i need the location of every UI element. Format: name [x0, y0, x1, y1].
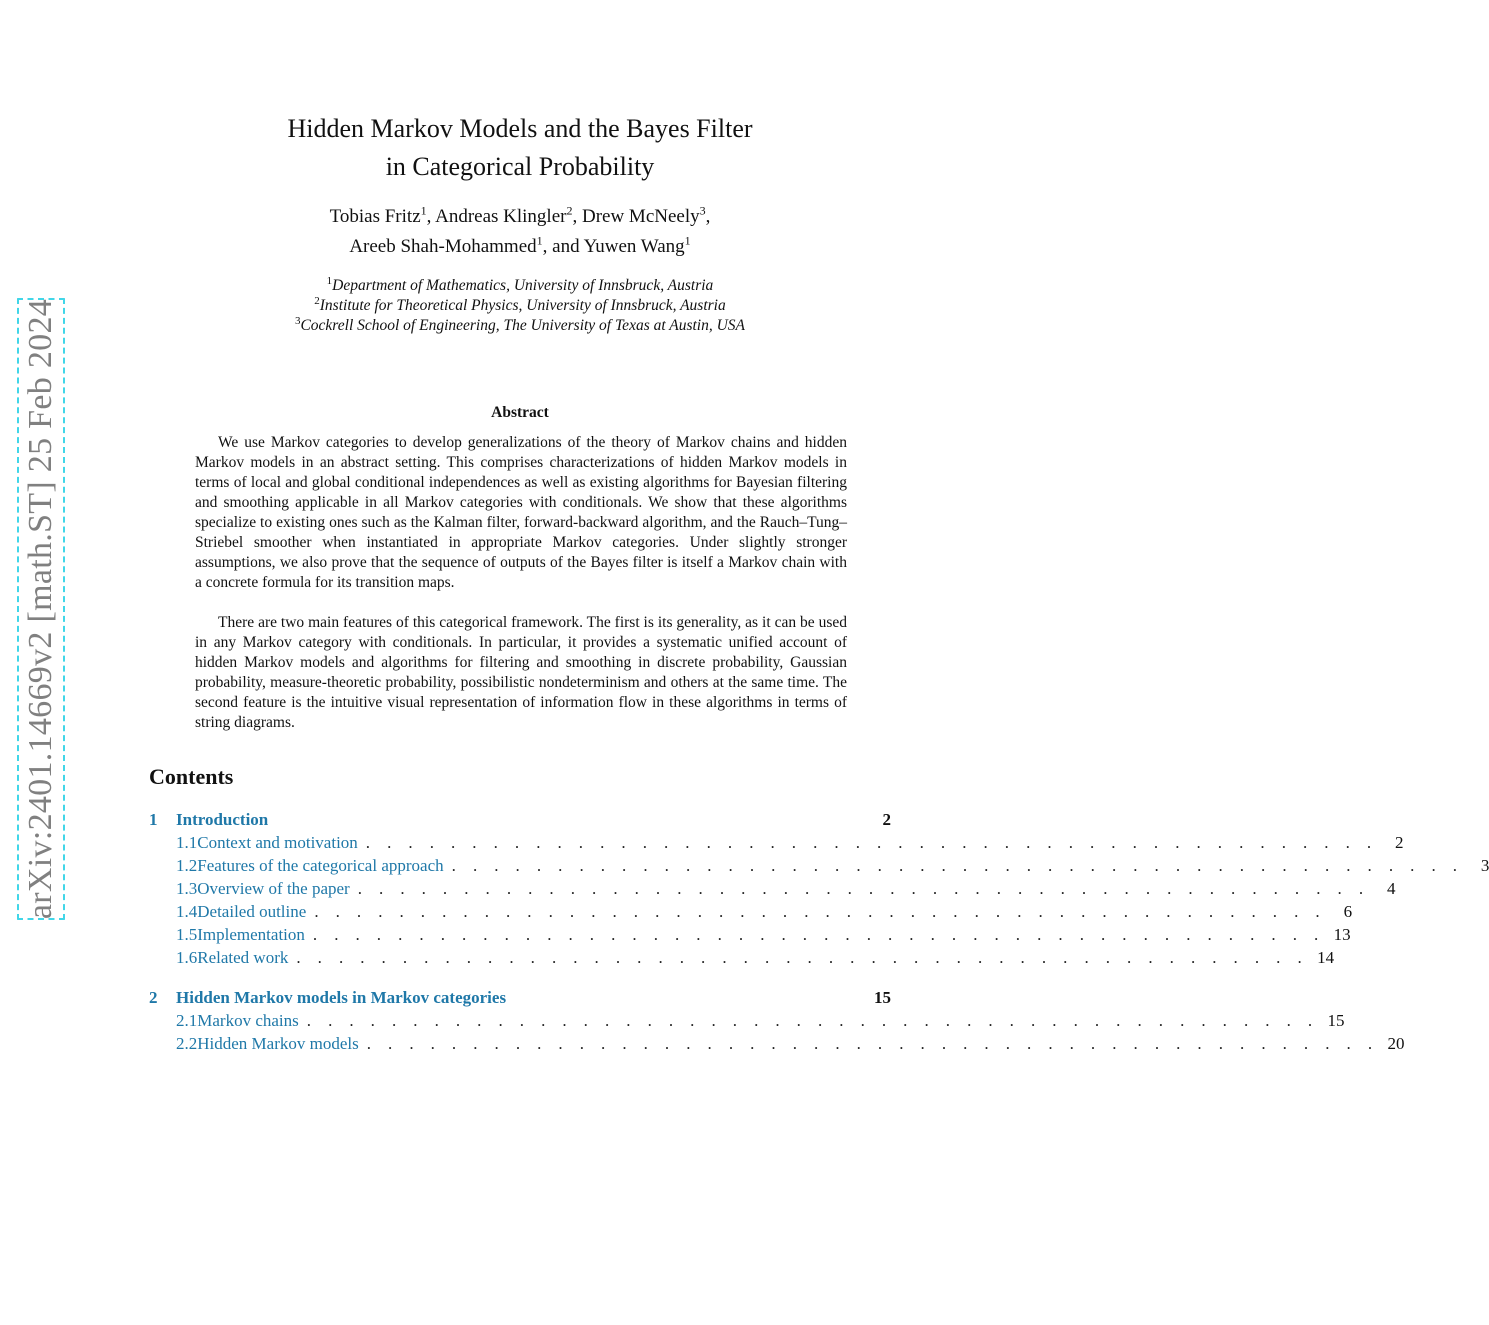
abstract-paragraph: We use Markov categories to develop generalizations of the theory of Markov chains and hidden Markov models in an abstract setting. This comprises characterizations of hidden Markov models in terms of local and global conditional independences as well as existing algorithms for Bayesian filtering and smoothing applicable in all Markov categories with conditionals. We show that these algorithms specialize to existing ones such as the Kalman filter, forward-backward algorithm, and the Rauch–Tung–Striebel smoother when instantiated in appropriate Markov categories. Under slightly stronger assumptions, we also prove that the sequence of outputs of the Bayes filter is itself a Markov chain with a concrete formula for its transition maps.: [195, 434, 847, 591]
toc-entry-detailed-outline[interactable]: [149, 902, 1353, 924]
toc-link[interactable]: Implementation: [197, 925, 305, 944]
toc-number: 1.2: [176, 856, 198, 875]
toc-number: 1.4: [176, 902, 198, 921]
contents-heading: Contents: [149, 764, 234, 789]
toc-page: 14: [1317, 948, 1335, 967]
author-name: Areeb Shah-Mohammed: [349, 236, 537, 257]
affiliation-mark: 1: [326, 274, 333, 287]
author-affil-mark: 2: [566, 203, 573, 218]
author-affil-mark: 1: [420, 203, 427, 218]
toc-leader: . . . . . . . . . . . . . . . . . . . . . . . . . . . . . . . . . . . . . . . . . . . . . . . .: [365, 833, 1378, 852]
author-list: [0, 202, 1040, 262]
arxiv-stamp[interactable]: [17, 298, 65, 920]
affiliation: [0, 316, 1040, 336]
toc-leader: . . . . . . . . . . . . . . . . . . . . . . . . . . . . . . . . . . . . . . . . . . . . . . . .: [451, 856, 1464, 875]
toc-page: 3: [1480, 856, 1489, 875]
affiliation-mark: 3: [294, 314, 301, 327]
toc-link[interactable]: Related work: [197, 948, 289, 967]
toc-link[interactable]: Context and motivation: [197, 833, 358, 852]
toc-number: 1.1: [176, 833, 198, 852]
toc-link[interactable]: Introduction: [176, 810, 269, 829]
author-affil-mark: 1: [684, 233, 691, 248]
author-affil-mark: 1: [536, 233, 543, 248]
toc-page: 2: [1395, 833, 1404, 852]
affiliation-text: Department of Mathematics, University of Innsbruck, Austria: [332, 277, 714, 294]
author-name: Tobias Fritz: [329, 206, 421, 227]
toc-link[interactable]: Detailed outline: [197, 902, 307, 921]
toc-link[interactable]: Overview of the paper: [197, 879, 350, 898]
toc-number: 2: [149, 988, 158, 1007]
affiliation-text: Institute for Theoretical Physics, University of Innsbruck, Austria: [319, 297, 726, 314]
toc-link[interactable]: Hidden Markov models: [197, 1034, 359, 1053]
toc-link[interactable]: Features of the categorical approach: [197, 856, 444, 875]
toc-link[interactable]: Hidden Markov models in Markov categories: [176, 988, 507, 1007]
toc-leader: . . . . . . . . . . . . . . . . . . . . . . . . . . . . . . . . . . . . . . . . . . . . . . . .: [314, 902, 1327, 921]
toc-entry-markov-chains[interactable]: [149, 1011, 1345, 1033]
toc-number: 1.3: [176, 879, 198, 898]
author-name: Andreas Klingler: [435, 206, 567, 227]
toc-entry-hidden-markov-models[interactable]: [149, 1034, 1405, 1056]
toc-number: 2.2: [176, 1034, 198, 1053]
toc-link[interactable]: Markov chains: [197, 1011, 299, 1030]
toc-entry-hidden-markov-models-in-markov-categories[interactable]: [149, 988, 891, 1010]
toc-leader: . . . . . . . . . . . . . . . . . . . . . . . . . . . . . . . . . . . . . . . . . . . . . . . .: [357, 879, 1370, 898]
arxiv-stamp-text: arXiv:2401.14669v2 [math.ST] 25 Feb 2024: [22, 298, 59, 920]
toc-entry-implementation[interactable]: [149, 925, 1351, 947]
title-line-1: Hidden Markov Models and the Bayes Filter: [287, 114, 753, 143]
toc-leader: . . . . . . . . . . . . . . . . . . . . . . . . . . . . . . . . . . . . . . . . . . . . . . . .: [306, 1011, 1319, 1030]
toc-page: 2: [882, 810, 891, 829]
toc-number: 1.6: [176, 948, 198, 967]
toc-page: 15: [874, 988, 891, 1007]
title-line-2: in Categorical Probability: [385, 152, 655, 181]
author-affil-mark: 3: [699, 203, 706, 218]
affiliation: [0, 296, 1040, 316]
affiliation-mark: 2: [314, 294, 320, 307]
toc-number: 2.1: [176, 1011, 198, 1030]
toc-number: 1: [149, 810, 158, 829]
toc-entry-introduction[interactable]: [149, 810, 891, 832]
toc-page: 13: [1333, 925, 1351, 944]
toc-page: 6: [1343, 902, 1353, 921]
author-name: Drew McNeely: [581, 206, 700, 227]
toc-entry-overview-of-paper[interactable]: [149, 879, 1396, 901]
paper-title: [0, 110, 1040, 186]
affiliation: [0, 276, 1040, 296]
toc-page: 15: [1327, 1011, 1345, 1030]
affiliation-text: Cockrell School of Engineering, The University of Texas at Austin, USA: [300, 317, 746, 334]
toc-entry-context-and-motivation[interactable]: [149, 833, 1404, 855]
abstract-heading: Abstract: [491, 404, 549, 421]
toc-entry-features-of-categorical-approach[interactable]: [149, 856, 1489, 878]
author-line-2: Areeb Shah-Mohammed$^1$, and Yuwen Wang$^1$: [349, 233, 691, 257]
toc-leader: . . . . . . . . . . . . . . . . . . . . . . . . . . . . . . . . . . . . . . . . . . . . . . . .: [366, 1034, 1379, 1053]
affiliation-list: [0, 276, 1040, 336]
toc-number: 1.5: [176, 925, 198, 944]
toc-page: 4: [1386, 879, 1396, 898]
author-name: Yuwen Wang: [583, 236, 685, 257]
toc-leader: . . . . . . . . . . . . . . . . . . . . . . . . . . . . . . . . . . . . . . . . . . . . . . . .: [296, 948, 1309, 967]
toc-leader: . . . . . . . . . . . . . . . . . . . . . . . . . . . . . . . . . . . . . . . . . . . . . . . .: [312, 925, 1325, 944]
toc-entry-related-work[interactable]: [149, 948, 1335, 970]
author-line-1: Tobias Fritz$^1$, Andreas Klingler$^2$, Drew McNeely$^3$,: [329, 203, 711, 227]
abstract-paragraph: There are two main features of this categorical framework. The first is its generality, as it can be used in any Markov category with conditionals. In particular, it provides a systematic unified account of hidden Markov models and algorithms for filtering and smoothing in discrete probability, Gaussian probability, measure-theoretic probability, possibilistic nondeterminism and others at the same time. The second feature is the intuitive visual representation of information flow in these algorithms in terms of string diagrams.: [195, 614, 847, 731]
toc-page: 20: [1387, 1034, 1405, 1053]
